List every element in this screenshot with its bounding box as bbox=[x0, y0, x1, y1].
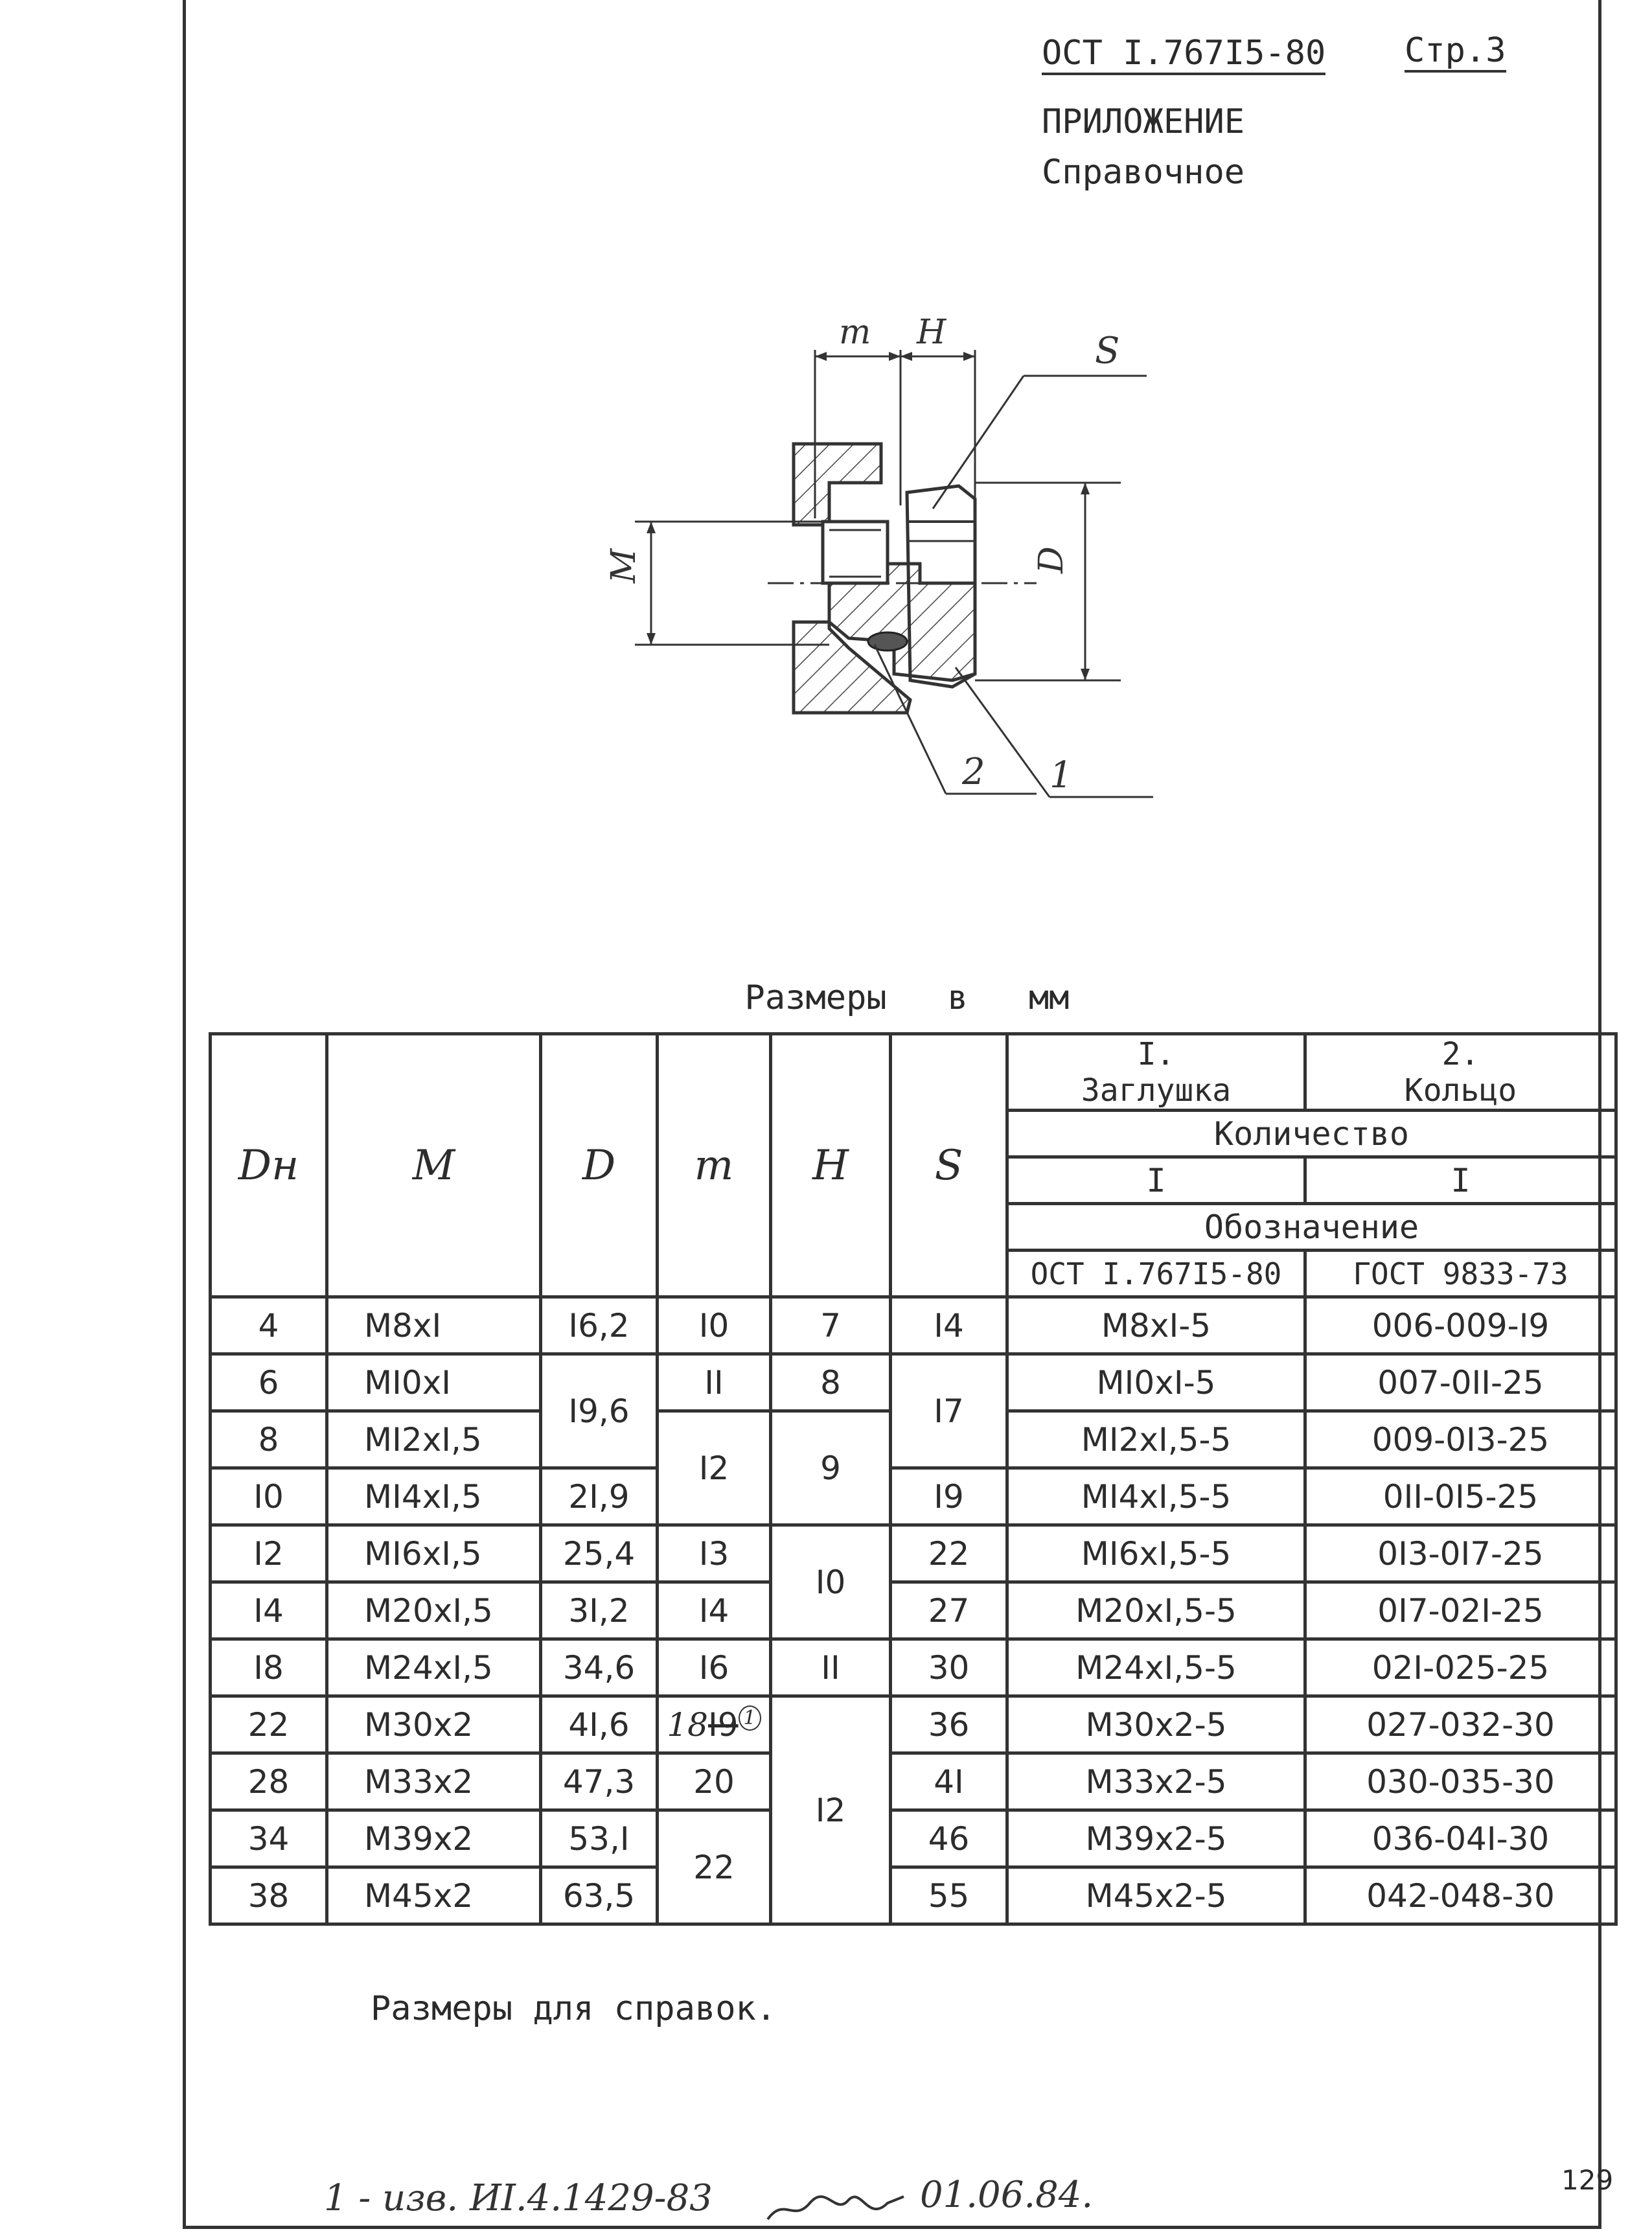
part1-header: I. Заглушка bbox=[1007, 1034, 1305, 1111]
label-M: M bbox=[604, 548, 643, 583]
sealing-ring bbox=[868, 632, 907, 651]
col-header-H: H bbox=[771, 1034, 891, 1297]
col-header-m: m bbox=[658, 1034, 771, 1297]
table-row: 4 M8xI I6,2 I0 7 I4 M8xI-5 006-009-I9 bbox=[211, 1297, 1616, 1354]
standard-number: ОСТ I.767I5-80 bbox=[1042, 34, 1325, 75]
label-S: S bbox=[1095, 330, 1120, 372]
part2-header: 2. Кольцо bbox=[1305, 1034, 1616, 1111]
quantity-ring: I bbox=[1305, 1157, 1616, 1204]
table-row: 34 M39x2 53,I 22 46 M39x2-5 036-04I-30 bbox=[211, 1810, 1616, 1867]
col-header-S: S bbox=[891, 1034, 1007, 1297]
plug-section-drawing bbox=[583, 285, 1166, 868]
table-row: 28 M33x2 47,3 20 4I M33x2-5 030-035-30 bbox=[211, 1753, 1616, 1810]
handwritten-revision: 1 - изв. ИI.4.1429-83 bbox=[324, 2177, 713, 2219]
table-row: I8 M24xI,5 34,6 I6 II 30 M24xI,5-5 02I-025-25 bbox=[211, 1639, 1616, 1696]
quantity-plug: I bbox=[1007, 1157, 1305, 1204]
signature-icon bbox=[764, 2184, 907, 2229]
appendix-type: Справочное bbox=[1042, 153, 1245, 192]
col-header-Dn: Dн bbox=[211, 1034, 327, 1297]
quantity-label: Количество bbox=[1007, 1111, 1616, 1157]
label-H: H bbox=[917, 313, 946, 352]
table-row: I2 MI6xI,5 25,4 I3 I0 22 MI6xI,5-5 0I3-0I7-25 bbox=[211, 1525, 1616, 1582]
label-pos1: 1 bbox=[1050, 754, 1073, 796]
table-row: 8 MI2xI,5 I2 9 MI2xI,5-5 009-0I3-25 bbox=[211, 1411, 1616, 1468]
designation-ring: ГОСТ 9833-73 bbox=[1305, 1251, 1616, 1297]
page-label: Стр.3 bbox=[1405, 31, 1506, 73]
appendix-title: ПРИЛОЖЕНИЕ bbox=[1042, 102, 1245, 141]
label-m: m bbox=[839, 313, 871, 352]
table-row: 6 MI0xI I9,6 II 8 I7 MI0xI-5 007-0II-25 bbox=[211, 1354, 1616, 1411]
dimensions-table bbox=[209, 1032, 1618, 1926]
hand-correction-cell: 18I9 $^1$ bbox=[658, 1696, 771, 1753]
page-number: 129 bbox=[1561, 2164, 1614, 2196]
designation-label: Обозначение bbox=[1007, 1204, 1616, 1251]
units-caption: Размеры в мм bbox=[744, 978, 1070, 1017]
housing-section-upper bbox=[794, 444, 881, 525]
table-row: I4 M20xI,5 3I,2 I4 27 M20xI,5-5 0I7-02I-25 bbox=[211, 1582, 1616, 1639]
designation-plug: ОСТ I.767I5-80 bbox=[1007, 1251, 1305, 1297]
table-row: I0 MI4xI,5 2I,9 I9 MI4xI,5-5 0II-0I5-25 bbox=[211, 1468, 1616, 1525]
table-row: 22 M30x2 4I,6 18I9 $^1$ I2 36 M30x2-5 027-032-30 bbox=[211, 1696, 1616, 1753]
label-pos2: 2 bbox=[962, 751, 985, 793]
table-row: 38 M45x2 63,5 55 M45x2-5 042-048-30 bbox=[211, 1867, 1616, 1924]
label-D: D bbox=[1032, 546, 1071, 573]
handwritten-date: 01.06.84. bbox=[920, 2174, 1094, 2216]
col-header-D: D bbox=[541, 1034, 658, 1297]
footnote: Размеры для справок. bbox=[371, 1989, 777, 2028]
col-header-M: M bbox=[327, 1034, 541, 1297]
